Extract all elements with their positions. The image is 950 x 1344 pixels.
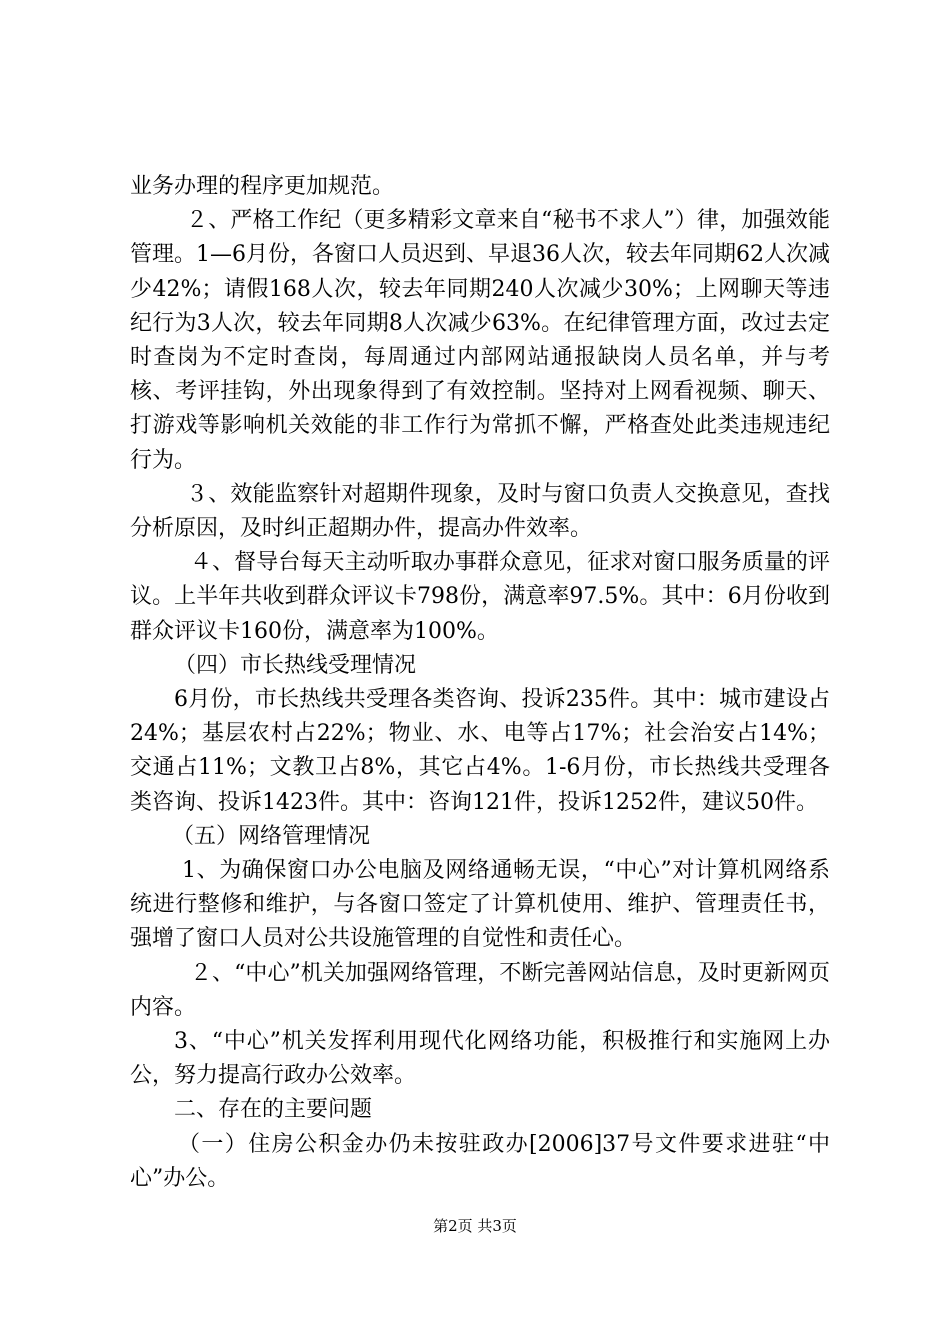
paragraph-network-item-2: ２、“中心”机关加强网络管理，不断完善网站信息，及时更新网页内容。 <box>130 960 830 1020</box>
paragraph-network-item-1: 1、为确保窗口办公电脑及网络通畅无误，“中心”对计算机网络系统进行整修和维护，与各窗口签定了计算机使用、维护、管理责任书，强增了窗口人员对公共设施管理的自觉性和责任心。 <box>130 858 830 952</box>
section-heading-hotline: （四）市长热线受理情况 <box>174 652 417 678</box>
paragraph-item-4-feedback: ４、督导台每天主动听取办事群众意见，征求对窗口服务质量的评议。上半年共收到群众评议卡798份，满意率97.5%。其中：6月份收到群众评议卡160份，满意率为100%。 <box>130 550 830 644</box>
page-footer: 第2页 共3页 <box>433 1217 517 1235</box>
section-heading-problems: 二、存在的主要问题 <box>174 1097 373 1123</box>
paragraph-item-3-supervision: ３、效能监察针对超期件现象，及时与窗口负责人交换意见，查找分析原因，及时纠正超期办件，提高办件效率。 <box>130 481 830 542</box>
paragraph-continuation: 业务办理的程序更加规范。 <box>130 174 395 199</box>
paragraph-network-item-3: 3、“中心”机关发挥利用现代化网络功能，积极推行和实施网上办公，努力提高行政办公效率。 <box>130 1029 830 1089</box>
document-body <box>130 170 830 1196</box>
section-heading-network: （五）网络管理情况 <box>172 823 371 849</box>
paragraph-problem-1: （一）住房公积金办仍未按驻政办[2006]37号文件要求进驻“中心”办公。 <box>130 1131 830 1191</box>
paragraph-item-2-discipline: ２、严格工作纪（更多精彩文章来自“秘书不求人”）律，加强效能管理。1—6月份，各窗口人员迟到、早退36人次，较去年同期62人次减少42%；请假168人次，较去年同期240人次减少30%；上网聊天等违纪行为3人次，较去年同期8人次减少63%。在纪律管理方面，改过去定时查岗为不定时查岗，每周通过内部网站通报缺岗人员名单，并与考核、考评挂钩，外出现象得到了有效控制。坚持对上网看视频、聊天、打游戏等影响机关效能的非工作行为常抓不懈，严格查处此类违规违纪行为。 <box>130 208 830 473</box>
paragraph-hotline-stats: 6月份，市长热线共受理各类咨询、投诉235件。其中：城市建设占24%；基层农村占22%；物业、水、电等占17%；社会治安占14%；交通占11%；文教卫占8%，其它占4%。1-6月份，市长热线共受理各类咨询、投诉1423件。其中：咨询121件，投诉1252件，建议50件。 <box>130 687 830 815</box>
